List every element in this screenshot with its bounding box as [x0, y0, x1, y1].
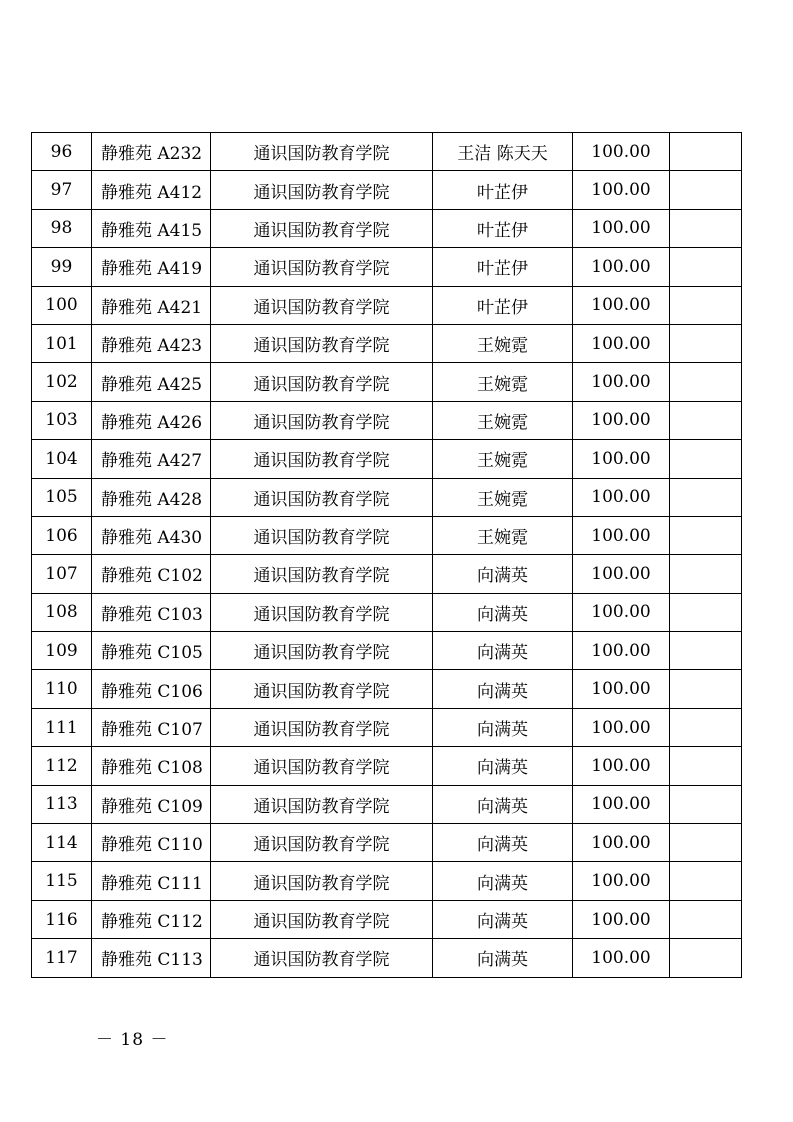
college-cell: 通识国防教育学院: [211, 286, 433, 324]
score-cell: 100.00: [573, 209, 670, 247]
score-cell: 100.00: [573, 670, 670, 708]
note-cell: [670, 900, 742, 938]
table-row: [32, 632, 742, 670]
table-row: [32, 939, 742, 977]
table-body: [32, 133, 742, 978]
score-cell: 100.00: [573, 401, 670, 439]
responsible-person-cell: 向满英: [433, 785, 573, 823]
score-cell: 100.00: [573, 440, 670, 478]
score-cell: 100.00: [573, 862, 670, 900]
score-cell: 100.00: [573, 248, 670, 286]
note-cell: [670, 747, 742, 785]
college-cell: 通识国防教育学院: [211, 632, 433, 670]
note-cell: [670, 171, 742, 209]
college-cell: 通识国防教育学院: [211, 401, 433, 439]
table-row: [32, 440, 742, 478]
responsible-person-cell: 向满英: [433, 862, 573, 900]
dorm-room-cell: 静雅苑 A430: [92, 516, 211, 554]
row-number-cell: 108: [32, 593, 92, 631]
responsible-person-cell: 向满英: [433, 670, 573, 708]
score-cell: 100.00: [573, 900, 670, 938]
responsible-person-cell: 向满英: [433, 900, 573, 938]
page-number: － 18 －: [96, 1030, 169, 1050]
note-cell: [670, 209, 742, 247]
college-cell: 通识国防教育学院: [211, 670, 433, 708]
responsible-person-cell: 王婉霓: [433, 440, 573, 478]
responsible-person-cell: 向满英: [433, 824, 573, 862]
college-cell: 通识国防教育学院: [211, 824, 433, 862]
row-number-cell: 110: [32, 670, 92, 708]
score-cell: 100.00: [573, 516, 670, 554]
college-cell: 通识国防教育学院: [211, 593, 433, 631]
note-cell: [670, 363, 742, 401]
score-cell: 100.00: [573, 133, 670, 171]
dorm-room-cell: 静雅苑 C108: [92, 747, 211, 785]
dorm-room-cell: 静雅苑 C110: [92, 824, 211, 862]
responsible-person-cell: 向满英: [433, 632, 573, 670]
score-cell: 100.00: [573, 286, 670, 324]
dorm-room-cell: 静雅苑 C106: [92, 670, 211, 708]
row-number-cell: 102: [32, 363, 92, 401]
row-number-cell: 100: [32, 286, 92, 324]
table-row: [32, 171, 742, 209]
note-cell: [670, 632, 742, 670]
responsible-person-cell: 叶芷伊: [433, 286, 573, 324]
responsible-person-cell: 叶芷伊: [433, 171, 573, 209]
score-cell: 100.00: [573, 324, 670, 362]
responsible-person-cell: 王婉霓: [433, 478, 573, 516]
note-cell: [670, 286, 742, 324]
college-cell: 通识国防教育学院: [211, 785, 433, 823]
table-row: [32, 670, 742, 708]
dorm-room-cell: 静雅苑 A421: [92, 286, 211, 324]
responsible-person-cell: 王婉霓: [433, 516, 573, 554]
college-cell: 通识国防教育学院: [211, 900, 433, 938]
score-cell: 100.00: [573, 747, 670, 785]
note-cell: [670, 939, 742, 977]
score-cell: 100.00: [573, 939, 670, 977]
table-row: [32, 363, 742, 401]
dorm-room-cell: 静雅苑 A419: [92, 248, 211, 286]
college-cell: 通识国防教育学院: [211, 555, 433, 593]
dorm-room-cell: 静雅苑 A425: [92, 363, 211, 401]
table-row: [32, 401, 742, 439]
responsible-person-cell: 王婉霓: [433, 363, 573, 401]
score-cell: 100.00: [573, 555, 670, 593]
college-cell: 通识国防教育学院: [211, 708, 433, 746]
row-number-cell: 113: [32, 785, 92, 823]
responsible-person-cell: 王婉霓: [433, 401, 573, 439]
row-number-cell: 114: [32, 824, 92, 862]
score-cell: 100.00: [573, 632, 670, 670]
college-cell: 通识国防教育学院: [211, 133, 433, 171]
college-cell: 通识国防教育学院: [211, 209, 433, 247]
college-cell: 通识国防教育学院: [211, 440, 433, 478]
responsible-person-cell: 向满英: [433, 747, 573, 785]
dorm-room-cell: 静雅苑 C105: [92, 632, 211, 670]
dorm-room-cell: 静雅苑 A426: [92, 401, 211, 439]
row-number-cell: 116: [32, 900, 92, 938]
row-number-cell: 103: [32, 401, 92, 439]
responsible-person-cell: 叶芷伊: [433, 209, 573, 247]
note-cell: [670, 708, 742, 746]
row-number-cell: 117: [32, 939, 92, 977]
dorm-room-cell: 静雅苑 A232: [92, 133, 211, 171]
note-cell: [670, 133, 742, 171]
dorm-room-cell: 静雅苑 C113: [92, 939, 211, 977]
table-row: [32, 248, 742, 286]
row-number-cell: 111: [32, 708, 92, 746]
dorm-room-cell: 静雅苑 A428: [92, 478, 211, 516]
table-row: [32, 324, 742, 362]
table-row: [32, 824, 742, 862]
row-number-cell: 98: [32, 209, 92, 247]
row-number-cell: 112: [32, 747, 92, 785]
note-cell: [670, 324, 742, 362]
note-cell: [670, 670, 742, 708]
table-row: [32, 708, 742, 746]
college-cell: 通识国防教育学院: [211, 171, 433, 209]
score-cell: 100.00: [573, 478, 670, 516]
row-number-cell: 107: [32, 555, 92, 593]
table-row: [32, 900, 742, 938]
dorm-room-cell: 静雅苑 A423: [92, 324, 211, 362]
responsible-person-cell: 叶芷伊: [433, 248, 573, 286]
row-number-cell: 96: [32, 133, 92, 171]
responsible-person-cell: 王婉霓: [433, 324, 573, 362]
row-number-cell: 109: [32, 632, 92, 670]
college-cell: 通识国防教育学院: [211, 747, 433, 785]
note-cell: [670, 555, 742, 593]
row-number-cell: 105: [32, 478, 92, 516]
note-cell: [670, 785, 742, 823]
college-cell: 通识国防教育学院: [211, 363, 433, 401]
row-number-cell: 101: [32, 324, 92, 362]
responsible-person-cell: 向满英: [433, 708, 573, 746]
responsible-person-cell: 向满英: [433, 939, 573, 977]
responsible-person-cell: 王洁 陈天天: [433, 133, 573, 171]
row-number-cell: 106: [32, 516, 92, 554]
score-cell: 100.00: [573, 593, 670, 631]
note-cell: [670, 248, 742, 286]
college-cell: 通识国防教育学院: [211, 478, 433, 516]
note-cell: [670, 478, 742, 516]
dorm-room-cell: 静雅苑 A412: [92, 171, 211, 209]
row-number-cell: 104: [32, 440, 92, 478]
table-row: [32, 286, 742, 324]
dormitory-score-table: [31, 132, 742, 978]
table-row: [32, 133, 742, 171]
college-cell: 通识国防教育学院: [211, 248, 433, 286]
dormitory-score-table-wrapper: [31, 132, 742, 978]
score-cell: 100.00: [573, 708, 670, 746]
row-number-cell: 115: [32, 862, 92, 900]
dorm-room-cell: 静雅苑 A427: [92, 440, 211, 478]
college-cell: 通识国防教育学院: [211, 939, 433, 977]
dorm-room-cell: 静雅苑 C102: [92, 555, 211, 593]
dorm-room-cell: 静雅苑 C103: [92, 593, 211, 631]
score-cell: 100.00: [573, 363, 670, 401]
note-cell: [670, 824, 742, 862]
note-cell: [670, 401, 742, 439]
table-row: [32, 516, 742, 554]
score-cell: 100.00: [573, 785, 670, 823]
note-cell: [670, 862, 742, 900]
college-cell: 通识国防教育学院: [211, 324, 433, 362]
note-cell: [670, 516, 742, 554]
table-row: [32, 785, 742, 823]
table-row: [32, 555, 742, 593]
table-row: [32, 593, 742, 631]
college-cell: 通识国防教育学院: [211, 862, 433, 900]
dorm-room-cell: 静雅苑 A415: [92, 209, 211, 247]
responsible-person-cell: 向满英: [433, 555, 573, 593]
table-row: [32, 862, 742, 900]
score-cell: 100.00: [573, 171, 670, 209]
dorm-room-cell: 静雅苑 C111: [92, 862, 211, 900]
score-cell: 100.00: [573, 824, 670, 862]
table-row: [32, 478, 742, 516]
dorm-room-cell: 静雅苑 C112: [92, 900, 211, 938]
table-row: [32, 209, 742, 247]
responsible-person-cell: 向满英: [433, 593, 573, 631]
dorm-room-cell: 静雅苑 C107: [92, 708, 211, 746]
college-cell: 通识国防教育学院: [211, 516, 433, 554]
table-row: [32, 747, 742, 785]
note-cell: [670, 593, 742, 631]
dorm-room-cell: 静雅苑 C109: [92, 785, 211, 823]
row-number-cell: 97: [32, 171, 92, 209]
row-number-cell: 99: [32, 248, 92, 286]
note-cell: [670, 440, 742, 478]
